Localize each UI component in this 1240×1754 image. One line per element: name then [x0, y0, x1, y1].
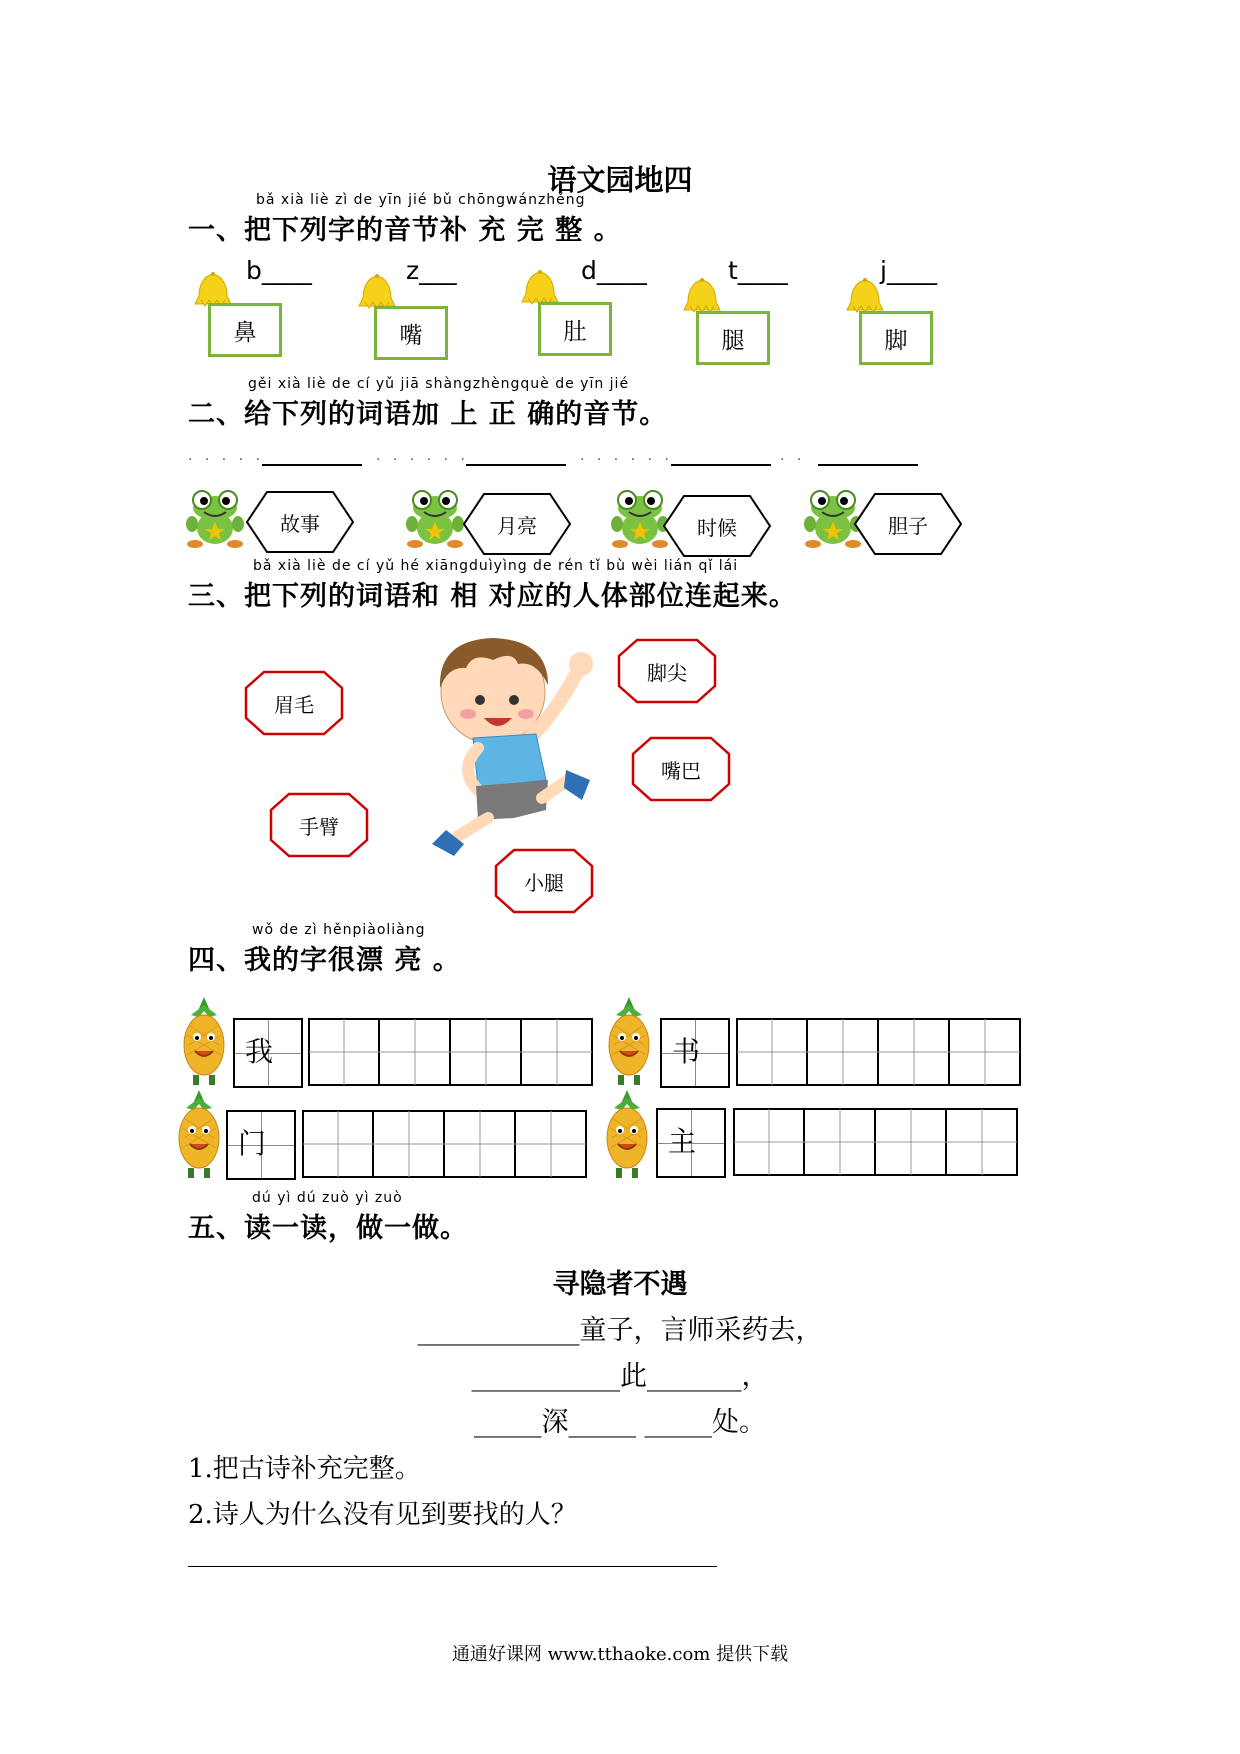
frog-icon — [180, 488, 250, 550]
practice-grid[interactable] — [308, 1018, 593, 1090]
word-label: 眉毛 — [274, 692, 314, 717]
model-char-box — [660, 1018, 730, 1088]
pineapple-icon — [598, 1088, 656, 1180]
word-label: 脚尖 — [647, 660, 687, 685]
poem-line[interactable]: ____________童子，言师采药去， — [417, 1315, 823, 1346]
char-box: 嘴 — [374, 306, 448, 360]
practice-grid[interactable] — [736, 1018, 1021, 1090]
word-label: 小腿 — [524, 870, 564, 895]
practice-grid[interactable] — [733, 1108, 1018, 1180]
initial-blank[interactable]: j____ — [880, 256, 937, 285]
word-octagon — [617, 638, 717, 704]
model-char-box — [226, 1110, 296, 1180]
section3-pinyin: bǎ xià liè de cí yǔ hé xiāngduìyìng de rén tǐ bù wèi lián qǐ lái — [253, 558, 739, 574]
section1-pinyin: bǎ xià liè zì de yīn jié bǔ chōngwánzhěng — [256, 192, 586, 208]
char-box: 脚 — [859, 311, 933, 365]
char-box: 腿 — [696, 311, 770, 365]
boy-illustration — [418, 630, 608, 860]
model-char-box — [233, 1018, 303, 1088]
section2-heading: 二、给下列的词语加 上 正 确的音节。 — [188, 399, 668, 430]
initial-blank[interactable]: z___ — [406, 256, 457, 285]
bell-icon — [845, 276, 885, 316]
model-char: 主 — [668, 1125, 697, 1158]
word-hexagon — [245, 490, 355, 554]
section1-heading: 一、把下列字的音节补 充 完 整 。 — [188, 215, 622, 246]
word-label: 月亮 — [497, 513, 537, 538]
question-1: 1.把古诗补充完整。 — [188, 1454, 421, 1484]
practice-grid[interactable] — [302, 1110, 587, 1182]
answer-blank[interactable] — [818, 462, 918, 466]
dot-leader: · · · · · — [188, 452, 265, 468]
poem-line[interactable]: ___________此_______， — [471, 1361, 769, 1392]
char-box: 肚 — [538, 302, 612, 356]
model-char: 书 — [672, 1035, 701, 1068]
pineapple-icon — [170, 1088, 228, 1180]
section4-pinyin: wǒ de zì hěnpiàoliàng — [252, 922, 426, 938]
page-title: 语文园地四 — [547, 163, 693, 197]
dot-leader: · · — [780, 452, 806, 468]
answer-blank[interactable] — [466, 462, 566, 466]
word-octagon — [244, 670, 344, 736]
word-hexagon — [662, 494, 772, 558]
word-octagon — [269, 792, 369, 858]
answer-line[interactable]: ____________________________________________ — [188, 1538, 716, 1568]
poem-title: 寻隐者不遇 — [552, 1269, 688, 1300]
section3-heading: 三、把下列的词语和 相 对应的人体部位连起来。 — [188, 581, 797, 612]
word-hexagon — [462, 492, 572, 556]
footer-credit: 通通好课网 www.tthaoke.com 提供下载 — [451, 1644, 789, 1665]
question-2: 2.诗人为什么没有见到要找的人？ — [188, 1500, 577, 1530]
poem-line[interactable]: _____深_____ _____处。 — [473, 1407, 767, 1438]
pineapple-icon — [600, 995, 658, 1087]
initial-blank[interactable]: t____ — [728, 256, 788, 285]
model-char: 门 — [238, 1127, 267, 1160]
frog-icon — [400, 488, 470, 550]
model-char-box — [656, 1108, 726, 1178]
initial-blank[interactable]: b____ — [246, 256, 312, 285]
dot-leader: · · · · · · — [376, 452, 469, 468]
answer-blank[interactable] — [671, 462, 771, 466]
word-hexagon — [853, 492, 963, 556]
word-label: 嘴巴 — [661, 758, 701, 783]
word-label: 胆子 — [888, 513, 928, 538]
section2-pinyin: gěi xià liè de cí yǔ jiā shàngzhèngquè de yīn jié — [248, 376, 630, 392]
word-octagon — [631, 736, 731, 802]
answer-blank[interactable] — [262, 462, 362, 466]
section4-heading: 四、我的字很漂 亮 。 — [188, 945, 461, 976]
pineapple-icon — [175, 995, 233, 1087]
initial-blank[interactable]: d____ — [581, 256, 647, 285]
char-box: 鼻 — [208, 303, 282, 357]
word-label: 故事 — [280, 511, 320, 536]
word-label: 时候 — [697, 515, 737, 540]
word-label: 手臂 — [299, 814, 339, 839]
section5-pinyin: dú yì dú zuò yì zuò — [252, 1190, 403, 1206]
section5-heading: 五、读一读，做一做。 — [188, 1213, 468, 1244]
bell-icon — [682, 276, 722, 316]
word-octagon — [494, 848, 594, 914]
dot-leader: · · · · · · — [580, 452, 673, 468]
model-char: 我 — [245, 1035, 274, 1068]
